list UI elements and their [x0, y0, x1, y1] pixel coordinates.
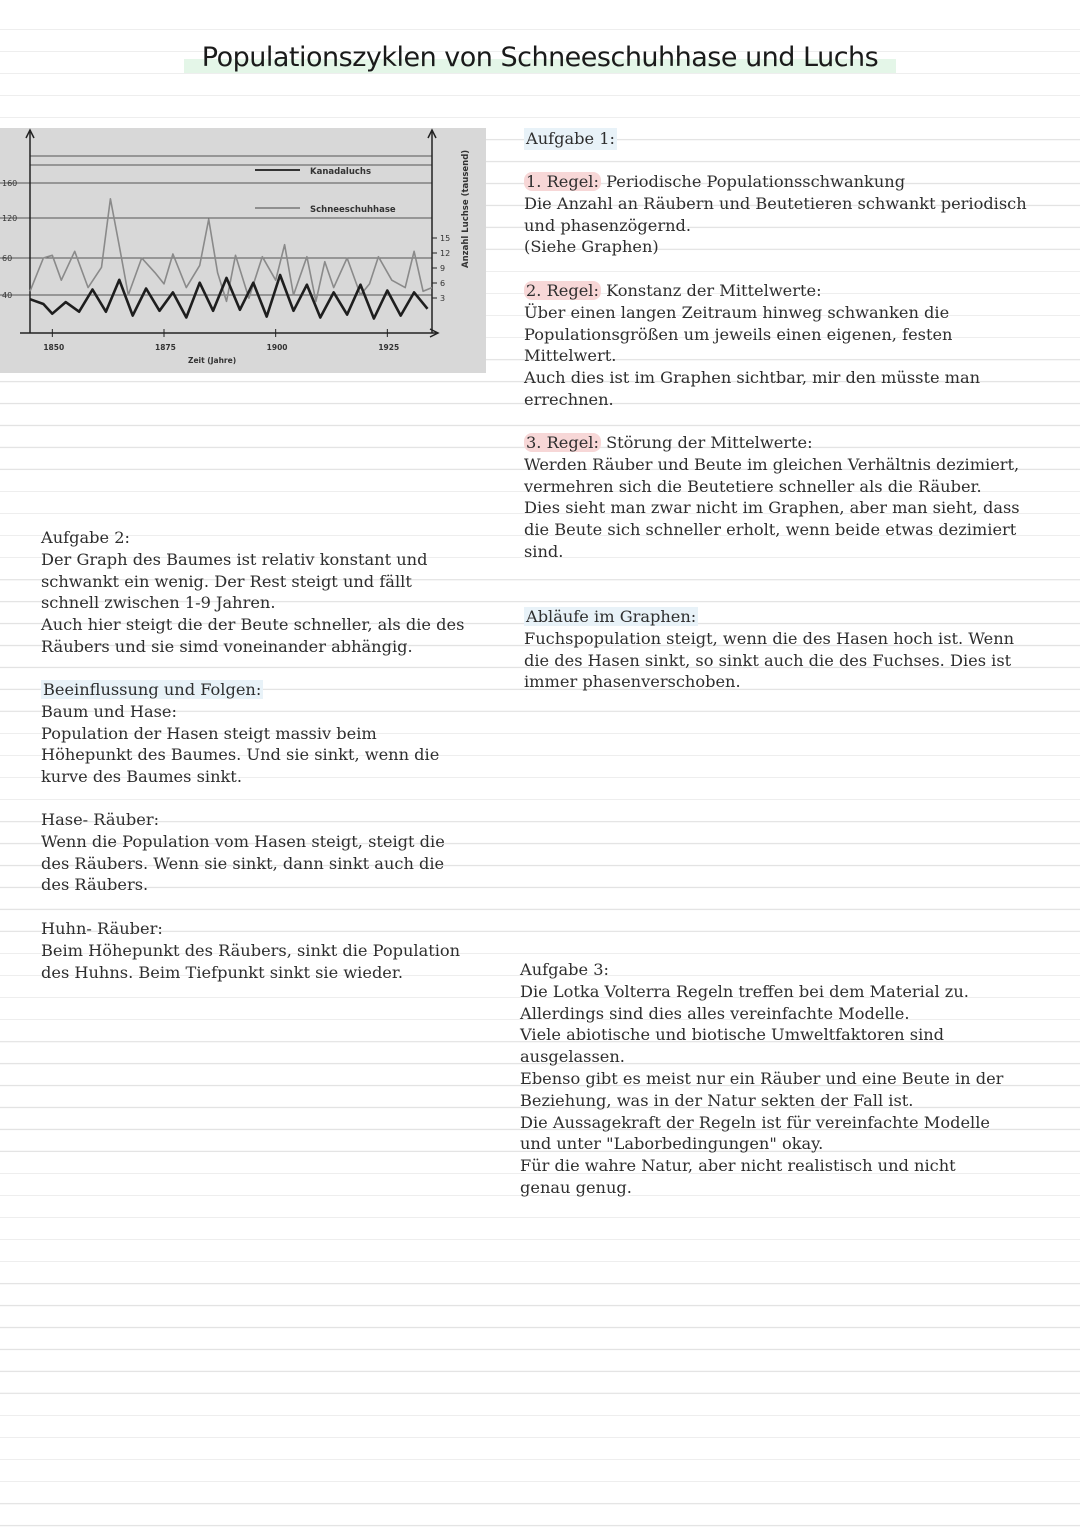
hase-raeuber-line: des Räubers. Wenn sie sinkt, dann sinkt auch die — [41, 853, 445, 873]
ablaeufe-heading: Abläufe im Graphen: — [526, 607, 697, 626]
aufgabe3-line: Die Aussagekraft der Regeln ist für vereinfachte Modelle — [520, 1112, 990, 1132]
y-left-tick-label: 60 — [2, 254, 13, 263]
regel2-line: Mittelwert. — [524, 346, 617, 366]
ablaeufe-line: immer phasenverschoben. — [524, 672, 741, 692]
legend-label-lynx: Kanadaluchs — [310, 167, 372, 177]
aufgabe3-line: Die Lotka Volterra Regeln treffen bei dem Material zu. — [520, 981, 969, 1001]
x-tick-label: 1900 — [266, 343, 288, 352]
y-right-tick-label: 6 — [440, 279, 446, 288]
aufgabe2-line: schwankt ein wenig. Der Rest steigt und fällt — [41, 571, 412, 591]
regel1-title: Periodische Populationsschwankung — [600, 172, 906, 191]
ablaeufe-line: Fuchspopulation steigt, wenn die des Hasen hoch ist. Wenn — [524, 628, 1015, 648]
regel2-label: 2. Regel: — [526, 281, 599, 300]
aufgabe3-heading: Aufgabe 3: — [520, 960, 609, 979]
regel3-title: Störung der Mittelwerte: — [600, 433, 813, 452]
x-tick-label: 1850 — [43, 343, 65, 352]
beeinflussung-line: kurve des Baumes sinkt. — [41, 767, 242, 787]
aufgabe3-line: Allerdings sind dies alles vereinfachte Modelle. — [520, 1003, 910, 1023]
aufgabe3-line: und unter "Laborbedingungen" okay. — [520, 1134, 824, 1154]
aufgabe2-line: Auch hier steigt die der Beute schneller, als die des — [41, 615, 465, 635]
beeinflussung-block — [41, 679, 439, 788]
hase-raeuber-line: des Räubers. — [41, 875, 149, 895]
regel1-block — [524, 171, 1027, 258]
hase-raeuber-heading: Hase- Räuber: — [41, 810, 160, 829]
regel3-line: vermehren sich die Beutetiere schneller als die Räuber. — [524, 476, 982, 496]
huhn-raeuber-line: des Huhns. Beim Tiefpunkt sinkt sie wieder. — [41, 962, 403, 982]
aufgabe2-line: Räubers und sie simd voneinander abhängig. — [41, 636, 413, 656]
y-left-tick-label: 120 — [2, 214, 18, 223]
regel2-line: Über einen langen Zeitraum hinweg schwanken die — [524, 302, 950, 322]
page-title — [0, 42, 1080, 73]
chart-svg — [0, 128, 486, 373]
x-tick-label: 1925 — [378, 343, 400, 352]
baum-hase-heading: Baum und Hase: — [41, 701, 177, 721]
regel2-block — [524, 280, 980, 411]
y-right-tick-label: 9 — [440, 264, 446, 273]
beeinflussung-line: Höhepunkt des Baumes. Und sie sinkt, wenn die — [41, 745, 440, 765]
beeinflussung-heading: Beeinflussung und Folgen: — [43, 680, 262, 699]
aufgabe3-line: Ebenso gibt es meist nur ein Räuber und eine Beute in der — [520, 1068, 1004, 1088]
regel1-line: Die Anzahl an Räubern und Beutetieren schwankt periodisch — [524, 193, 1027, 213]
series-line-lynx — [30, 275, 428, 319]
aufgabe3-block — [520, 959, 1003, 1199]
aufgabe3-line: Für die wahre Natur, aber nicht realistisch und nicht — [520, 1156, 956, 1176]
y-right-axis-label: Anzahl Luchse (tausend) — [461, 149, 471, 268]
ablaeufe-block — [524, 606, 1014, 693]
y-right-tick-label: 12 — [440, 249, 451, 258]
ablaeufe-line: die des Hasen sinkt, so sinkt auch die des Fuchses. Dies ist — [524, 650, 1012, 670]
beeinflussung-line: Population der Hasen steigt massiv beim — [41, 723, 377, 743]
legend-label-hare: Schneeschuhhase — [310, 205, 396, 215]
regel3-line: Werden Räuber und Beute im gleichen Verhältnis dezimiert, — [524, 454, 1020, 474]
huhn-raeuber-block — [41, 918, 460, 983]
aufgabe2-block — [41, 527, 464, 658]
aufgabe2-line: schnell zwischen 1-9 Jahren. — [41, 593, 276, 613]
y-left-tick-label: 160 — [2, 179, 18, 188]
regel3-label: 3. Regel: — [526, 433, 599, 452]
regel1-label: 1. Regel: — [526, 172, 599, 191]
aufgabe2-line: Der Graph des Baumes ist relativ konstant und — [41, 549, 428, 569]
title-text: Populationszyklen von Schneeschuhhase und Luchs — [184, 42, 896, 73]
aufgabe1-heading: Aufgabe 1: — [526, 129, 615, 148]
huhn-raeuber-line: Beim Höhepunkt des Räubers, sinkt die Population — [41, 940, 461, 960]
hase-raeuber-block — [41, 809, 445, 896]
aufgabe3-line: Viele abiotische und biotische Umweltfaktoren sind — [520, 1025, 945, 1045]
regel2-title: Konstanz der Mittelwerte: — [600, 281, 822, 300]
hase-raeuber-line: Wenn die Population vom Hasen steigt, steigt die — [41, 831, 445, 851]
huhn-raeuber-heading: Huhn- Räuber: — [41, 919, 163, 938]
aufgabe1-section — [524, 128, 617, 150]
regel3-block — [524, 432, 1020, 563]
regel2-line: Populationsgrößen um jeweils einen eigenen, festen — [524, 324, 953, 344]
regel2-line: errechnen. — [524, 389, 614, 409]
regel1-line: und phasenzögernd. — [524, 215, 691, 235]
regel3-line: die Beute sich schneller erholt, wenn beide etwas dezimiert — [524, 520, 1017, 540]
aufgabe2-heading: Aufgabe 2: — [41, 528, 130, 547]
x-axis-label: Zeit (Jahre) — [188, 356, 237, 365]
regel2-line: Auch dies ist im Graphen sichtbar, mir den müsste man — [524, 368, 981, 388]
x-tick-label: 1875 — [155, 343, 176, 352]
population-chart — [0, 128, 486, 373]
regel3-line: sind. — [524, 541, 564, 561]
regel1-line: (Siehe Graphen) — [524, 237, 659, 257]
aufgabe3-line: Beziehung, was in der Natur sekten der Fall ist. — [520, 1090, 914, 1110]
regel3-line: Dies sieht man zwar nicht im Graphen, aber man sieht, dass — [524, 498, 1020, 518]
y-right-tick-label: 3 — [440, 294, 446, 303]
aufgabe3-line: ausgelassen. — [520, 1047, 625, 1067]
y-left-tick-label: 40 — [2, 291, 13, 300]
aufgabe3-line: genau genug. — [520, 1177, 632, 1197]
y-right-tick-label: 15 — [440, 234, 451, 243]
